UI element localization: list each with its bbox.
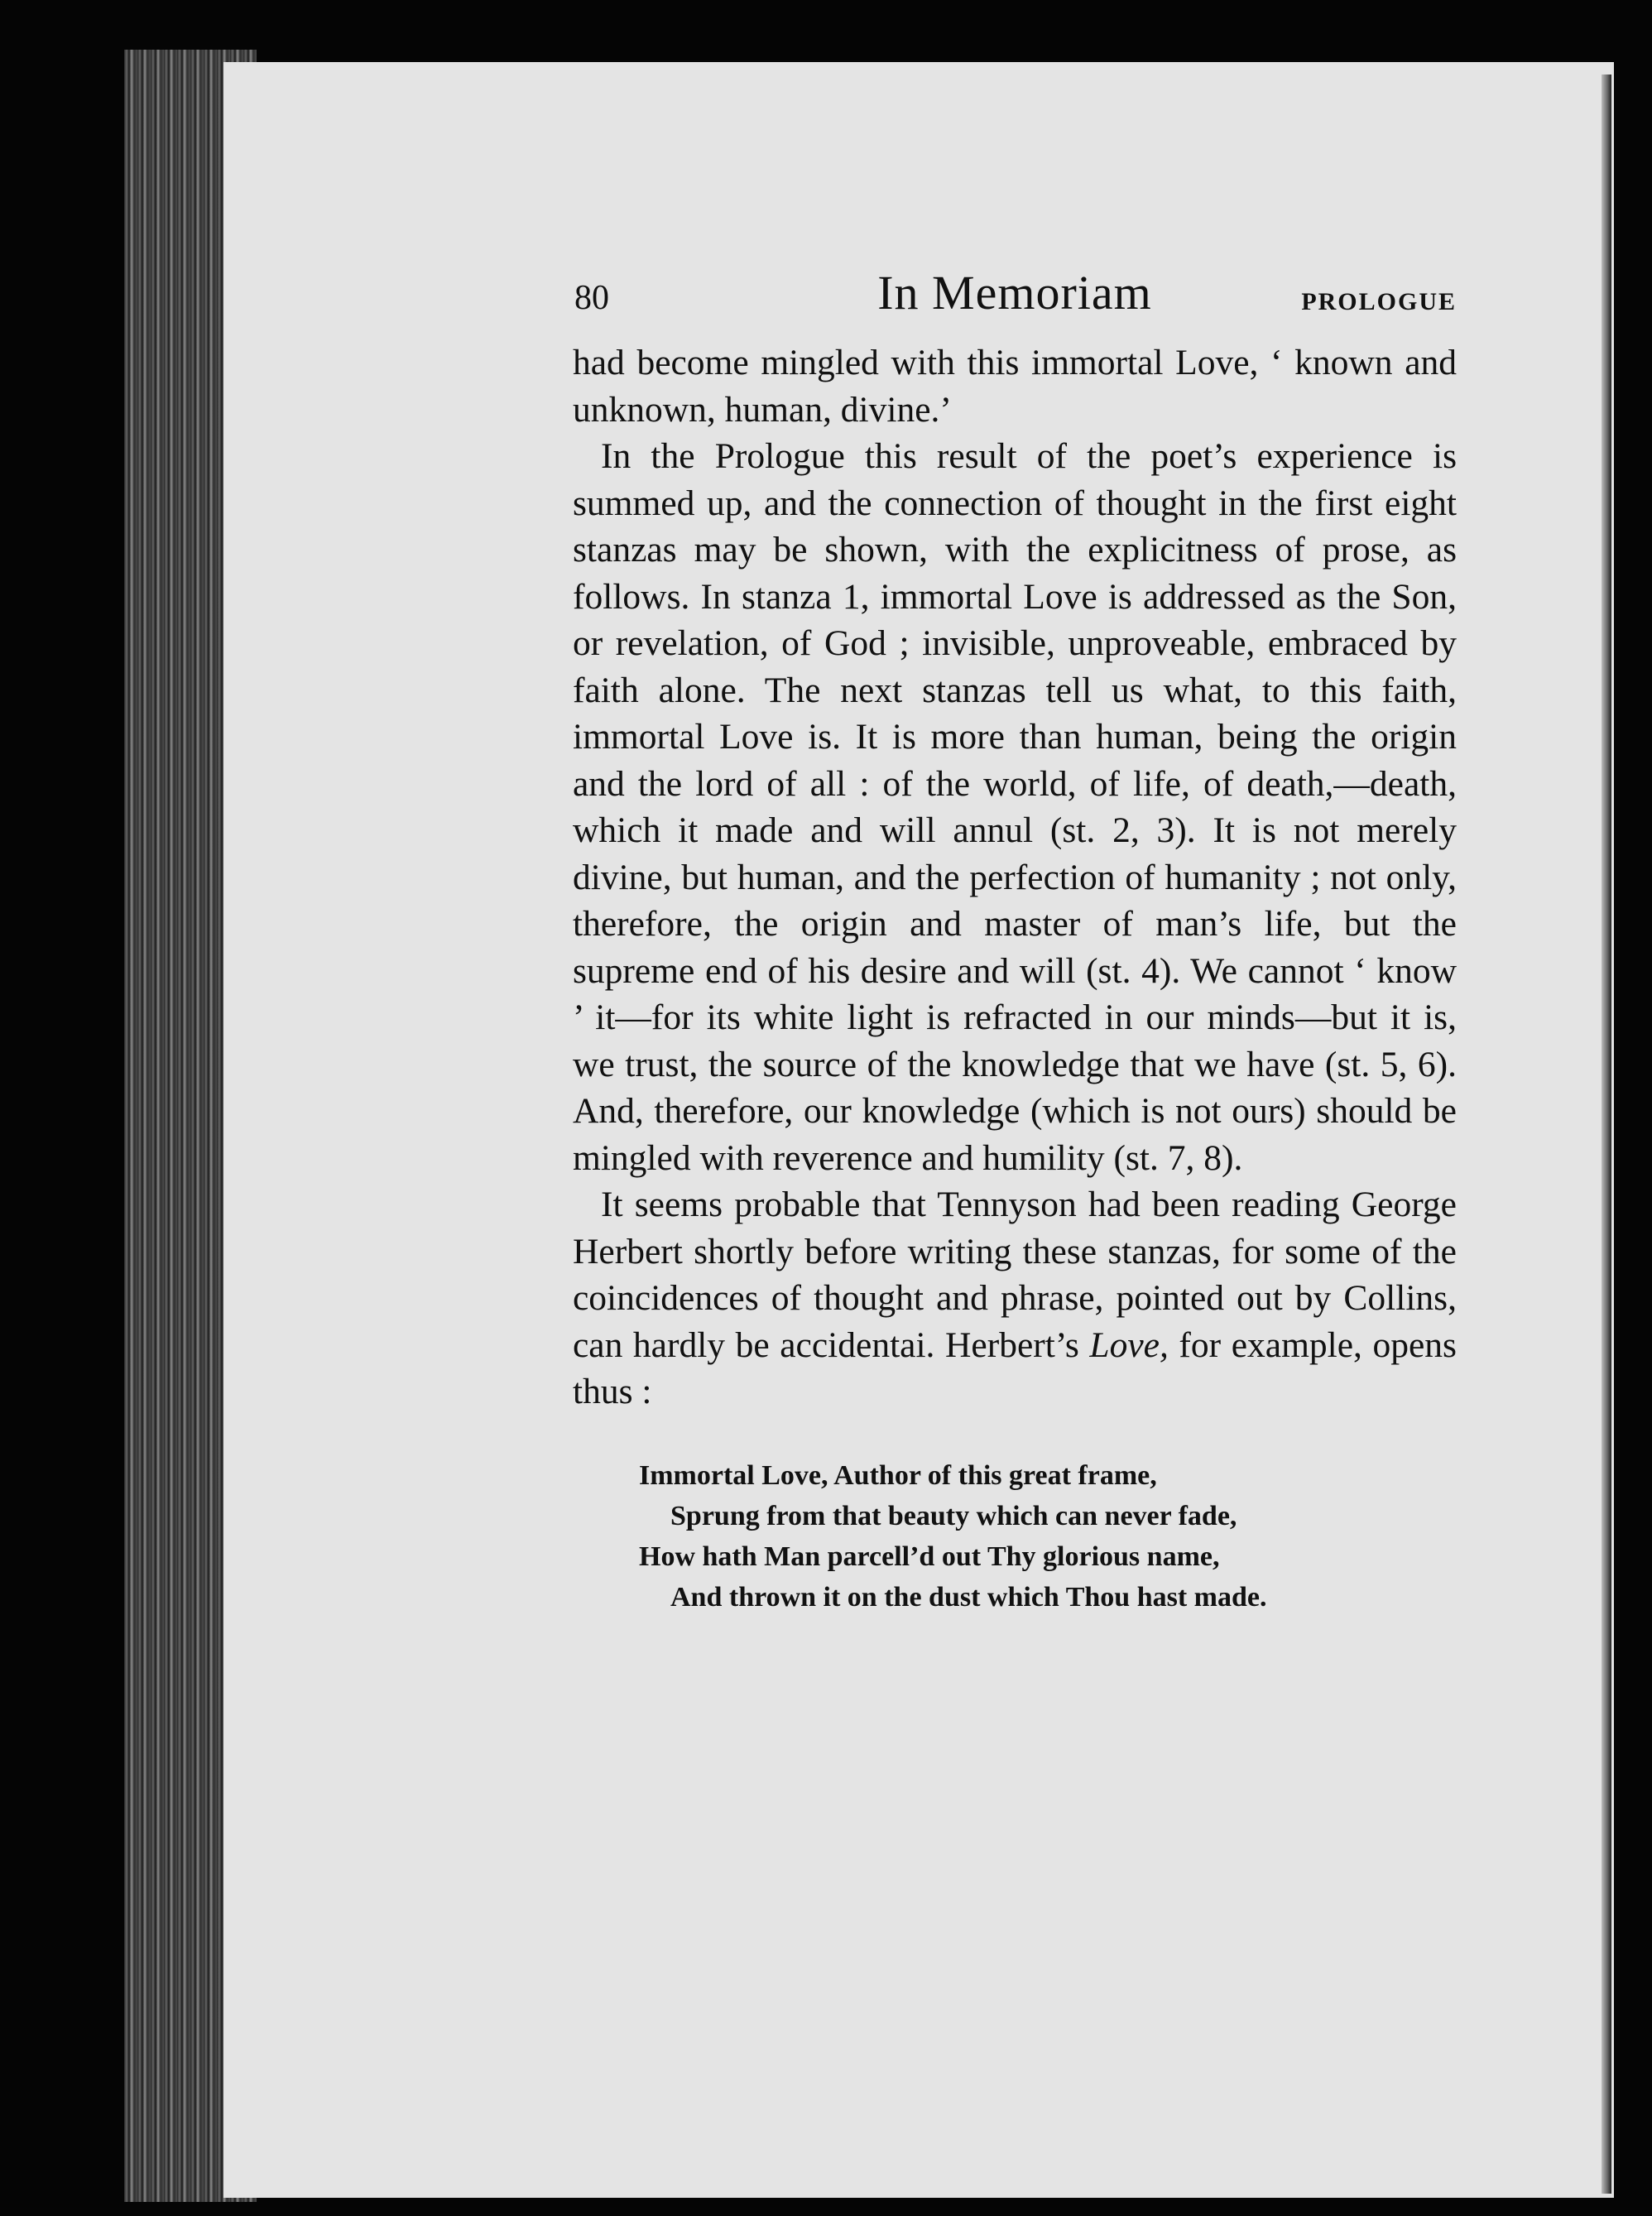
- section-label: PROLOGUE: [1301, 288, 1457, 315]
- running-head: [573, 265, 1457, 331]
- poem-title-love: Love,: [1089, 1324, 1169, 1365]
- herbert-quotation: [639, 1455, 1457, 1618]
- paragraph-herbert: [573, 1181, 1457, 1416]
- herbert-intro-after: for example, opens thus :: [573, 1324, 1457, 1411]
- quote-line: And thrown it on the dust which Thou hast made.: [670, 1581, 1267, 1613]
- quote-line: Immortal Love, Author of this great frame,: [639, 1459, 1157, 1491]
- quote-line: Sprung from that beauty which can never fade,: [670, 1500, 1237, 1531]
- quote-line: How hath Man parcell’d out Thy glorious name,: [639, 1541, 1220, 1572]
- page-text-block: [573, 265, 1457, 1618]
- herbert-intro-before: Herbert’s: [945, 1324, 1090, 1365]
- page-title: In Memoriam: [877, 266, 1152, 320]
- paragraph-continuation: had become mingled with this immortal Love, ‘ known and unknown, human, divine.’: [573, 343, 1457, 430]
- page-number: 80: [574, 279, 609, 317]
- book-right-edge: [1602, 75, 1611, 2194]
- paragraph-herbert-text: It seems probable that Tennyson had been reading George Herbert shortly before writing these stanzas, for some of the coincidences of thought and phrase, pointed out by Collins, can hardly be accidentai.: [573, 1185, 1457, 1365]
- paragraph-prologue-summary: In the Prologue this result of the poet’s experience is summed up, and the connection of thought in the first eight stanzas may be shown, with the explicitness of prose, as follows. In stanza 1, immortal Love is addressed as the Son, or revelation, of God ; invisible, unproveable, embraced by faith alone. The next stanzas tell us what, to this faith, immortal Love is. It is more than human, being the origin and the lord of all : of the world, of life, of death,—death, which it made and will annul (st. 2, 3). It is not merely divine, but human, and the perfection of humanity ; not only, therefore, the origin and master of man’s life, but the supreme end of his desire and will (st. 4). We cannot ‘ know ’ it—for its white light is refracted in our minds—but it is, we trust, the source of the knowledge that we have (st. 5, 6). And, therefore, our knowledge (which is not ours) should be mingled with reverence and humility (st. 7, 8).: [573, 436, 1457, 1178]
